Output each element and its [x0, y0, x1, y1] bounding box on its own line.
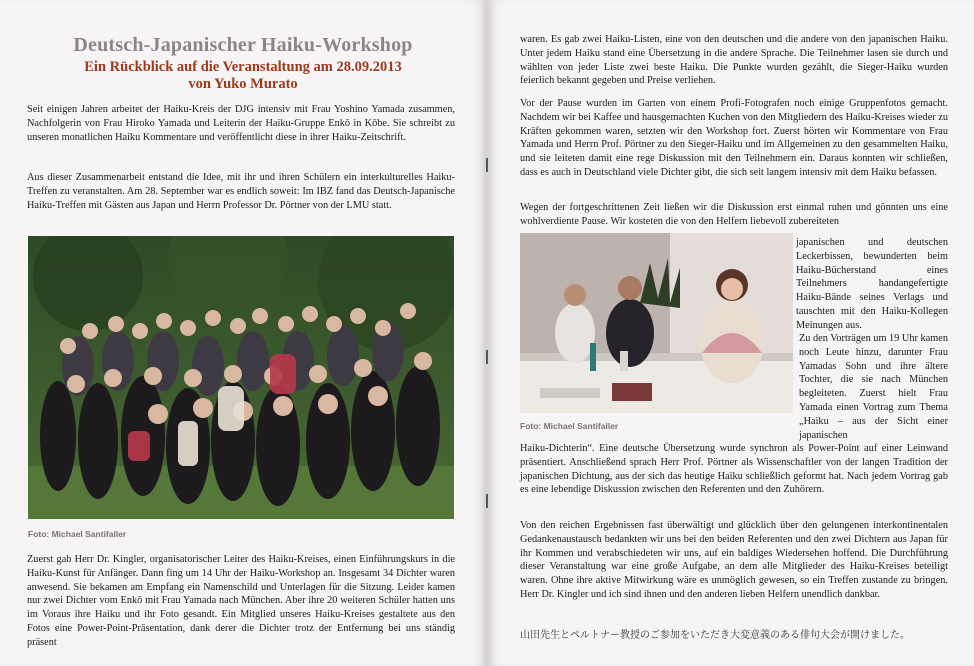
group-photo: [28, 236, 454, 519]
article-author: von Yuko Murato: [188, 76, 298, 92]
article-subtitle: Ein Rückblick auf die Veranstaltung am 28.09.2013: [84, 59, 402, 75]
left-paragraph-2: Aus dieser Zusammenarbeit entstand die Idee, mit ihr und ihren Schülern ein interkulturelles Haiku-Treffen zu veranstalten. Am 28. September war es endlich soweit: Im IBZ fand das Deutsch-Japanische Haiku-Treffen mit Gästen aus Japan und Herrn Professor Dr. Pörtner von der LMU statt.: [27, 172, 455, 211]
article-title: Deutsch-Japanischer Haiku-Workshop: [73, 34, 413, 56]
right-paragraph-4: Zu den Vorträgen um 19 Uhr kamen noch Leute hinzu, darunter Frau Yamadas Sohn und ihre ältere Tochter, die sie nach München begleiteten. Zuerst hielt Frau Yamada einen Vortrag zum Thema „Haiku – aus der Sicht einer japanischen: [799, 333, 948, 441]
right-photo-caption: Foto: Michael Santifaller: [520, 421, 619, 431]
right-paragraph-2: Vor der Pause wurden im Garten von einem Profi-Fotografen noch einige Gruppenfotos gemacht. Nachdem wir bei Kaffee und hausgemachten Kuchen von den Mitgliedern des Haiku-Kreises wieder zu Kräften gekommen waren, setzten wir den Workshop fort. Zuerst hörten wir Kommentare von Frau Yamada und Herrn Prof. Pörtner zu den Sieger-Haiku und im Allgemeinen zu den gesammelten Haiku, und sie leiteten damit eine rege Diskussion mit den Teilnehmern ein. Daraus konnten wir schließen, dass es auch in Deutschland viele Dichter gibt, die sich seit langem intensiv mit dem Haiku befassen.: [520, 98, 948, 178]
right-paragraph-3-wrap: japanischen und deutschen Leckerbissen, bewunderten beim Haiku-Bücherstand eines Teilnehmers handangefertigte Haiku-Bände seines Verlags und tauschten mit den Haiku-Kollegen Meinungen aus.: [796, 237, 948, 331]
right-paragraph-1: waren. Es gab zwei Haiku-Listen, eine von den deutschen und die andere von den japanischen Haiku. Unter jedem Haiku stand eine Übersetzung in die andere Sprache. Die Teilnehmer lasen sie durch und wählten von jeder Liste zwei beste Haiku. Die Punkte wurden gezählt, die Sieger-Haiku wurden feierlich bekannt gegeben und Preise verliehen.: [520, 34, 948, 87]
right-paragraph-3: Wegen der fortgeschrittenen Zeit ließen wir die Diskussion erst einmal ruhen und gönnten uns eine wohlverdiente Pause. Wir kosteten die von den Helfern liebevoll zubereiteten: [520, 202, 948, 227]
dinner-photo: [520, 233, 793, 413]
left-paragraph-3: Zuerst gab Herr Dr. Kingler, organisatorischer Leiter des Haiku-Kreises, einen Einführungskurs in die Haiku-Kunst für Anfänger. Dann fing um 14 Uhr der Haiku-Workshop an. Insgesamt 34 Dichter waren anwesend. Sie bekamen am Empfang ein Namenschild und Unterlagen für die Sitzung. Leider kamen nur zwei Dichter vom Enkō mit Frau Yamada nach München. Aber ihre 20 weiteren Schüler hatten uns im Voraus ihre Haiku und ihr Foto gesandt. Ein Mitglied unseres Haiku-Kreises gestaltete aus den Fotos eine Power-Point-Präsentation, dank derer die Dichter trotz der Entfernung bei uns ständig präsent: [27, 554, 455, 648]
left-page: [0, 0, 486, 666]
japanese-closing-line: 山田先生とペルトナー教授のご参加をいただき大変意義のある俳句大会が開けました。: [520, 630, 910, 641]
right-paragraph-5: Haiku-Dichterin“. Eine deutsche Übersetzung wurde synchron als Power-Point auf einer Leinwand präsentiert. Anschließend sprach Herr Prof. Pörtner als Wissenschaftler von der langen Tradition der japanischen Dichtung, aus der sich das heutige Haiku schließlich geformt hat. Nach jedem Vortrag gab es eine lebendige Diskussion zwischen den Referenten und den Zuhörern.: [520, 443, 948, 496]
right-page: [488, 0, 974, 666]
right-paragraph-6: Von den reichen Ergebnissen fast überwältigt und glücklich über den gelungenen interkontinentalen Gedankenaustausch bedankten wir uns bei den beiden Referenten und den zwei Dichtern aus Japan für ihr Kommen und verabschiedeten wir uns, auf ein baldiges Wiedersehen hoffend. Die Durchführung dieser Veranstaltung war eine große Aufgabe, an dem alle Mitglieder des Haiku-Kreises beteiligt waren. Ohne ihre aktive Mitwirkung wäre es unmöglich gewesen, so ein Treffen zustande zu bringen. Herr Dr. Kingler und ich sind ihnen und den anderen lieben Helfern unendlich dankbar.: [520, 520, 948, 600]
left-paragraph-1: Seit einigen Jahren arbeitet der Haiku-Kreis der DJG intensiv mit Frau Yoshino Yamada zusammen, Nachfolgerin von Frau Hiroko Yamada und Leiterin der Haiku-Gruppe Enkō in Kōbe. Sie schreibt zu unseren monatlichen Haiku Kommentare und veröffentlicht diese in ihrer Haiku-Zeitschrift.: [27, 104, 455, 143]
left-photo-caption: Foto: Michael Santifaller: [28, 529, 127, 539]
